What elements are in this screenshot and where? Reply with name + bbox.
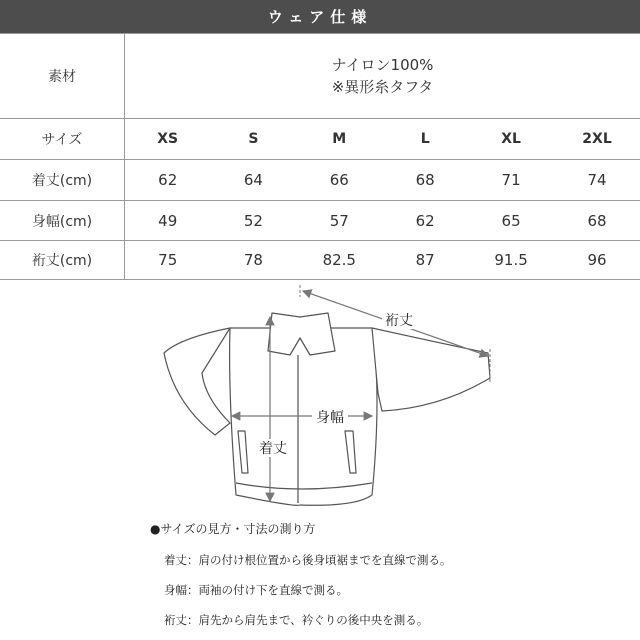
notes-title: ●サイズの見方・寸法の測り方 bbox=[150, 522, 316, 536]
note-mihaba: 身幅：両袖の付け下を直線で測る。 bbox=[164, 583, 348, 597]
size-xs: XS bbox=[125, 119, 211, 160]
table-cell: 66 bbox=[296, 160, 382, 201]
table-cell: 71 bbox=[468, 160, 554, 201]
table-cell: 75 bbox=[125, 241, 211, 280]
table-cell: 52 bbox=[210, 201, 296, 241]
spec-title: ウェア仕様 bbox=[267, 8, 373, 26]
size-xl: XL bbox=[468, 119, 554, 160]
material-label: 素材 bbox=[0, 34, 125, 119]
mihaba-row-label: 身幅(cm) bbox=[0, 201, 125, 241]
size-row bbox=[0, 119, 640, 160]
size-table bbox=[0, 33, 640, 280]
yuki-row-label: 裄丈(cm) bbox=[0, 241, 125, 280]
table-cell: 78 bbox=[210, 241, 296, 280]
spec-header bbox=[0, 0, 640, 33]
table-cell: 74 bbox=[554, 160, 640, 201]
table-cell: 87 bbox=[382, 241, 468, 280]
table-cell: 49 bbox=[125, 201, 211, 241]
table-cell: 62 bbox=[382, 201, 468, 241]
size-l: L bbox=[382, 119, 468, 160]
kitake-label: 着丈 bbox=[259, 441, 287, 457]
table-cell: 57 bbox=[296, 201, 382, 241]
table-cell: 68 bbox=[554, 201, 640, 241]
note-kitake: 着丈：肩の付け根位置から後身頃裾までを直線で測る。 bbox=[164, 553, 452, 567]
kitake-row bbox=[0, 160, 640, 201]
table-cell: 68 bbox=[382, 160, 468, 201]
yuki-row bbox=[0, 241, 640, 280]
table-cell: 91.5 bbox=[468, 241, 554, 280]
material-line1: ナイロン100% bbox=[331, 56, 434, 74]
size-m: M bbox=[296, 119, 382, 160]
table-cell: 65 bbox=[468, 201, 554, 241]
mihaba-row bbox=[0, 201, 640, 241]
material-value bbox=[125, 34, 640, 119]
material-row bbox=[0, 34, 640, 119]
size-2xl: 2XL bbox=[554, 119, 640, 160]
size-s: S bbox=[210, 119, 296, 160]
jacket-diagram bbox=[150, 283, 500, 513]
table-cell: 62 bbox=[125, 160, 211, 201]
table-cell: 82.5 bbox=[296, 241, 382, 280]
yuki-label: 裄丈 bbox=[385, 313, 413, 329]
table-cell: 64 bbox=[210, 160, 296, 201]
material-line2: ※異形糸タフタ bbox=[331, 78, 434, 96]
mihaba-label: 身幅 bbox=[316, 410, 344, 426]
note-yuki: 裄丈：肩先から肩先まで、衿ぐりの後中央を測る。 bbox=[164, 613, 429, 627]
table-cell: 96 bbox=[554, 241, 640, 280]
size-row-label: サイズ bbox=[0, 119, 125, 160]
kitake-row-label: 着丈(cm) bbox=[0, 160, 125, 201]
